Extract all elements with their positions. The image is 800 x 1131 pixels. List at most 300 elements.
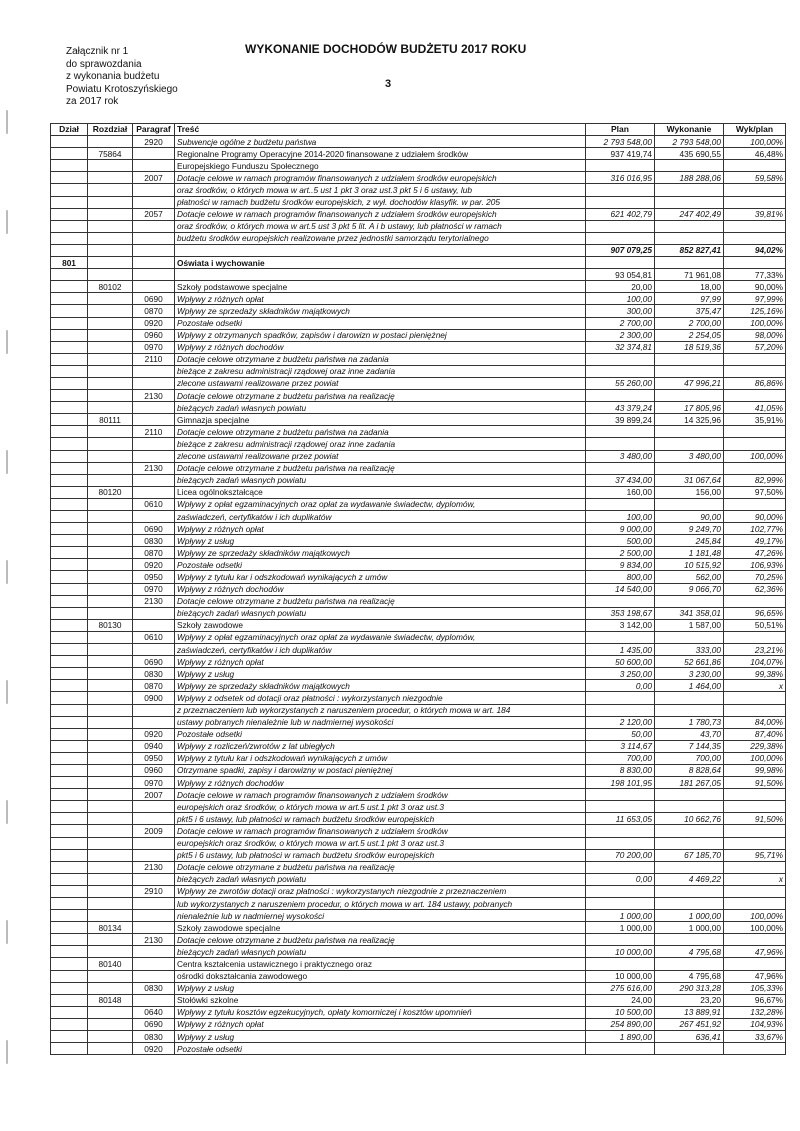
budget-table xyxy=(50,123,786,1055)
cell-dzial xyxy=(51,946,88,958)
cell-rozdzial: 80120 xyxy=(88,486,133,498)
cell-plan xyxy=(586,220,655,232)
cell-wyk-plan: 86,86% xyxy=(724,377,786,389)
table-row xyxy=(51,281,786,293)
cell-wyk-plan xyxy=(724,837,786,849)
table-row xyxy=(51,958,786,970)
cell-wyk-plan xyxy=(724,220,786,232)
cell-wykonanie xyxy=(655,220,724,232)
table-row xyxy=(51,910,786,922)
table-row xyxy=(51,486,786,498)
cell-dzial xyxy=(51,619,88,631)
cell-paragraf xyxy=(133,873,175,885)
cell-rozdzial xyxy=(88,426,133,438)
table-row xyxy=(51,341,786,353)
cell-rozdzial xyxy=(88,474,133,486)
header-dzial: Dział xyxy=(51,124,88,136)
cell-tresc: Oświata i wychowanie xyxy=(175,257,586,269)
cell-wykonanie xyxy=(655,861,724,873)
note-line: Powiatu Krotoszyńskiego xyxy=(66,83,178,95)
cell-plan: 500,00 xyxy=(586,535,655,547)
cell-paragraf xyxy=(133,257,175,269)
cell-paragraf: 2910 xyxy=(133,885,175,897)
cell-paragraf xyxy=(133,946,175,958)
cell-paragraf xyxy=(133,414,175,426)
table-row xyxy=(51,559,786,571)
cell-wykonanie xyxy=(655,595,724,607)
table-row xyxy=(51,631,786,643)
cell-wyk-plan: 100,00% xyxy=(724,317,786,329)
cell-plan: 3 480,00 xyxy=(586,450,655,462)
cell-dzial xyxy=(51,801,88,813)
cell-tresc: pkt5 i 6 ustawy, lub płatności w ramach budżetu środków europejskich xyxy=(175,813,586,825)
table-row xyxy=(51,462,786,474)
cell-paragraf: 0690 xyxy=(133,293,175,305)
cell-wykonanie: 17 805,96 xyxy=(655,402,724,414)
cell-tresc: Regionalne Programy Operacyjne 2014-2020 finansowane z udziałem środków xyxy=(175,148,586,160)
cell-tresc: zlecone ustawami realizowane przez powiat xyxy=(175,377,586,389)
cell-rozdzial: 80102 xyxy=(88,281,133,293)
cell-paragraf: 0870 xyxy=(133,680,175,692)
cell-tresc: Dotacje celowe w ramach programów finansowanych z udziałem środków europejskich xyxy=(175,208,586,220)
cell-rozdzial xyxy=(88,1006,133,1018)
cell-paragraf xyxy=(133,232,175,244)
table-row xyxy=(51,208,786,220)
cell-wyk-plan: 100,00% xyxy=(724,450,786,462)
cell-paragraf: 2130 xyxy=(133,934,175,946)
table-row xyxy=(51,692,786,704)
table-row xyxy=(51,136,786,148)
cell-rozdzial: 80134 xyxy=(88,922,133,934)
cell-paragraf: 2110 xyxy=(133,353,175,365)
cell-rozdzial xyxy=(88,257,133,269)
cell-tresc: Dotacje celowe w ramach programów finansowanych z udziałem środków europejskich xyxy=(175,172,586,184)
cell-rozdzial xyxy=(88,644,133,656)
cell-rozdzial xyxy=(88,438,133,450)
cell-rozdzial xyxy=(88,559,133,571)
cell-plan: 2 500,00 xyxy=(586,547,655,559)
cell-wykonanie xyxy=(655,353,724,365)
cell-plan: 1 435,00 xyxy=(586,644,655,656)
cell-wykonanie: 341 358,01 xyxy=(655,607,724,619)
cell-wykonanie xyxy=(655,257,724,269)
cell-dzial xyxy=(51,607,88,619)
cell-paragraf xyxy=(133,196,175,208)
table-row xyxy=(51,511,786,523)
cell-dzial xyxy=(51,329,88,341)
cell-rozdzial xyxy=(88,317,133,329)
table-row xyxy=(51,244,786,256)
cell-wykonanie: 10 515,92 xyxy=(655,559,724,571)
cell-wykonanie: 67 185,70 xyxy=(655,849,724,861)
table-body xyxy=(51,136,786,1055)
cell-paragraf: 0830 xyxy=(133,668,175,680)
cell-plan: 1 000,00 xyxy=(586,910,655,922)
cell-paragraf xyxy=(133,402,175,414)
table-row xyxy=(51,571,786,583)
table-row xyxy=(51,837,786,849)
cell-rozdzial xyxy=(88,365,133,377)
cell-wyk-plan xyxy=(724,426,786,438)
cell-tresc: Wpływy ze sprzedaży składników majątkowych xyxy=(175,547,586,559)
cell-rozdzial xyxy=(88,160,133,172)
cell-wykonanie xyxy=(655,898,724,910)
cell-wykonanie: 43,70 xyxy=(655,728,724,740)
cell-plan: 43 379,24 xyxy=(586,402,655,414)
cell-rozdzial xyxy=(88,232,133,244)
cell-wyk-plan xyxy=(724,160,786,172)
cell-paragraf: 0610 xyxy=(133,631,175,643)
cell-dzial xyxy=(51,341,88,353)
cell-dzial xyxy=(51,172,88,184)
cell-dzial xyxy=(51,982,88,994)
table-row xyxy=(51,148,786,160)
cell-paragraf xyxy=(133,486,175,498)
cell-plan xyxy=(586,837,655,849)
cell-dzial xyxy=(51,910,88,922)
cell-rozdzial xyxy=(88,220,133,232)
cell-plan: 9 834,00 xyxy=(586,559,655,571)
cell-tresc: Wpływy z różnych opłat xyxy=(175,656,586,668)
binder-holes xyxy=(6,0,12,1131)
cell-rozdzial xyxy=(88,136,133,148)
cell-plan xyxy=(586,898,655,910)
cell-rozdzial xyxy=(88,861,133,873)
cell-paragraf: 2920 xyxy=(133,136,175,148)
cell-tresc: Pozostałe odsetki xyxy=(175,317,586,329)
table-row xyxy=(51,873,786,885)
cell-tresc: Wpływy ze sprzedaży składników majątkowych xyxy=(175,680,586,692)
cell-tresc: Wpływy z usług xyxy=(175,1031,586,1043)
cell-dzial xyxy=(51,426,88,438)
cell-paragraf xyxy=(133,837,175,849)
cell-wyk-plan: 102,77% xyxy=(724,523,786,535)
header-rozdzial: Rozdział xyxy=(88,124,133,136)
cell-tresc: europejskich oraz środków, o których mowa w art.5 ust.1 pkt 3 oraz ust.3 xyxy=(175,801,586,813)
cell-wyk-plan xyxy=(724,353,786,365)
cell-plan: 3 250,00 xyxy=(586,668,655,680)
cell-plan xyxy=(586,1043,655,1055)
cell-wykonanie: 852 827,41 xyxy=(655,244,724,256)
table-row xyxy=(51,934,786,946)
note-line: do sprawozdania xyxy=(66,58,142,70)
cell-plan: 300,00 xyxy=(586,305,655,317)
cell-rozdzial xyxy=(88,825,133,837)
cell-tresc: Dotacje celowe otrzymane z budżetu państwa na zadania xyxy=(175,353,586,365)
cell-wyk-plan xyxy=(724,184,786,196)
cell-rozdzial xyxy=(88,910,133,922)
cell-rozdzial xyxy=(88,764,133,776)
cell-wykonanie xyxy=(655,789,724,801)
cell-dzial xyxy=(51,160,88,172)
cell-wyk-plan: 99,98% xyxy=(724,764,786,776)
cell-wykonanie: 18,00 xyxy=(655,281,724,293)
cell-paragraf xyxy=(133,716,175,728)
cell-tresc: ośrodki dokształcania zawodowego xyxy=(175,970,586,982)
cell-wykonanie: 2 254,05 xyxy=(655,329,724,341)
cell-rozdzial xyxy=(88,752,133,764)
cell-tresc: Wpływy z tytułu kar i odszkodowań wynikających z umów xyxy=(175,571,586,583)
cell-wykonanie: 90,00 xyxy=(655,511,724,523)
cell-wyk-plan: 50,51% xyxy=(724,619,786,631)
cell-tresc: lub wykorzystanych z naruszeniem procedur, o których mowa w art. 184 ustawy, pobranych xyxy=(175,898,586,910)
cell-plan xyxy=(586,692,655,704)
cell-rozdzial: 80148 xyxy=(88,994,133,1006)
cell-wykonanie: 375,47 xyxy=(655,305,724,317)
cell-rozdzial xyxy=(88,269,133,281)
cell-dzial xyxy=(51,293,88,305)
table-row xyxy=(51,704,786,716)
cell-wykonanie: 2 700,00 xyxy=(655,317,724,329)
cell-dzial xyxy=(51,281,88,293)
cell-wyk-plan: 90,00% xyxy=(724,511,786,523)
cell-wykonanie: 562,00 xyxy=(655,571,724,583)
cell-wykonanie: 9 249,70 xyxy=(655,523,724,535)
table-row xyxy=(51,317,786,329)
cell-dzial xyxy=(51,885,88,897)
cell-wyk-plan: 94,02% xyxy=(724,244,786,256)
cell-tresc: Dotacje celowe w ramach programów finansowanych z udziałem środków xyxy=(175,825,586,837)
table-row xyxy=(51,644,786,656)
cell-dzial xyxy=(51,752,88,764)
cell-dzial xyxy=(51,486,88,498)
cell-tresc: Dotacje celowe otrzymane z budżetu państwa na realizację xyxy=(175,934,586,946)
cell-plan: 39 899,24 xyxy=(586,414,655,426)
cell-rozdzial xyxy=(88,982,133,994)
cell-dzial xyxy=(51,1031,88,1043)
table-row xyxy=(51,825,786,837)
cell-tresc: zaświadczeń, certyfikatów i ich duplikatów xyxy=(175,511,586,523)
cell-wyk-plan: 96,67% xyxy=(724,994,786,1006)
page-title: WYKONANIE DOCHODÓW BUDŻETU 2017 ROKU xyxy=(245,42,527,56)
cell-plan: 1 890,00 xyxy=(586,1031,655,1043)
table-row xyxy=(51,801,786,813)
cell-wyk-plan: 98,00% xyxy=(724,329,786,341)
cell-paragraf: 0970 xyxy=(133,777,175,789)
cell-dzial xyxy=(51,523,88,535)
cell-wyk-plan: 35,91% xyxy=(724,414,786,426)
table-row xyxy=(51,414,786,426)
cell-tresc: nienależnie lub w nadmiernej wysokości xyxy=(175,910,586,922)
cell-tresc: oraz środków, o których mowa w art..5 ust 1 pkt 3 oraz ust.3 pkt 5 i 6 ustawy, lub xyxy=(175,184,586,196)
cell-rozdzial: 75864 xyxy=(88,148,133,160)
cell-wykonanie: 1 000,00 xyxy=(655,922,724,934)
cell-plan xyxy=(586,704,655,716)
cell-paragraf: 0920 xyxy=(133,317,175,329)
cell-rozdzial xyxy=(88,898,133,910)
cell-rozdzial xyxy=(88,1043,133,1055)
table-row xyxy=(51,680,786,692)
table-row xyxy=(51,547,786,559)
cell-dzial xyxy=(51,656,88,668)
cell-rozdzial xyxy=(88,595,133,607)
cell-paragraf xyxy=(133,898,175,910)
cell-tresc: Wpływy ze sprzedaży składników majątkowych xyxy=(175,305,586,317)
table-row xyxy=(51,257,786,269)
cell-tresc: Wpływy z różnych opłat xyxy=(175,293,586,305)
cell-rozdzial xyxy=(88,377,133,389)
cell-paragraf: 0690 xyxy=(133,1018,175,1030)
cell-wykonanie: 8 828,64 xyxy=(655,764,724,776)
cell-tresc: Szkoły podstawowe specjalne xyxy=(175,281,586,293)
cell-dzial xyxy=(51,208,88,220)
cell-plan: 3 114,67 xyxy=(586,740,655,752)
cell-dzial xyxy=(51,873,88,885)
cell-plan: 24,00 xyxy=(586,994,655,1006)
cell-plan: 9 000,00 xyxy=(586,523,655,535)
cell-wyk-plan: 41,05% xyxy=(724,402,786,414)
cell-dzial xyxy=(51,595,88,607)
cell-wykonanie: 156,00 xyxy=(655,486,724,498)
cell-tresc: Dotacje celowe otrzymane z budżetu państwa na realizację xyxy=(175,390,586,402)
header-tresc: Treść xyxy=(175,124,586,136)
cell-rozdzial xyxy=(88,547,133,559)
cell-rozdzial: 80140 xyxy=(88,958,133,970)
cell-plan: 50 600,00 xyxy=(586,656,655,668)
cell-plan: 198 101,95 xyxy=(586,777,655,789)
cell-dzial xyxy=(51,462,88,474)
cell-rozdzial xyxy=(88,498,133,510)
cell-wyk-plan: 125,16% xyxy=(724,305,786,317)
cell-tresc: Dotacje celowe otrzymane z budżetu państwa na zadania xyxy=(175,426,586,438)
cell-wykonanie: 1 464,00 xyxy=(655,680,724,692)
cell-wyk-plan xyxy=(724,365,786,377)
cell-plan xyxy=(586,789,655,801)
cell-wykonanie: 1 181,48 xyxy=(655,547,724,559)
cell-paragraf xyxy=(133,922,175,934)
cell-paragraf: 0970 xyxy=(133,583,175,595)
cell-dzial xyxy=(51,716,88,728)
cell-wyk-plan: 47,96% xyxy=(724,970,786,982)
table-row xyxy=(51,656,786,668)
cell-tresc: bieżących zadań własnych powiatu xyxy=(175,607,586,619)
cell-tresc: budżetu środków europejskich realizowane przez jednostki samorządu terytorialnego xyxy=(175,232,586,244)
cell-wyk-plan xyxy=(724,438,786,450)
cell-rozdzial xyxy=(88,813,133,825)
table-row xyxy=(51,426,786,438)
cell-wyk-plan: 100,00% xyxy=(724,910,786,922)
cell-wyk-plan xyxy=(724,390,786,402)
cell-rozdzial xyxy=(88,523,133,535)
cell-wyk-plan: 77,33% xyxy=(724,269,786,281)
cell-dzial xyxy=(51,365,88,377)
cell-plan: 100,00 xyxy=(586,511,655,523)
table-row xyxy=(51,498,786,510)
cell-tresc: Wpływy z usług xyxy=(175,982,586,994)
cell-wykonanie xyxy=(655,160,724,172)
cell-wykonanie xyxy=(655,704,724,716)
cell-paragraf: 2057 xyxy=(133,208,175,220)
table-row xyxy=(51,740,786,752)
cell-dzial xyxy=(51,1006,88,1018)
cell-tresc: Otrzymane spadki, zapisy i darowizny w postaci pieniężnej xyxy=(175,764,586,776)
table-row xyxy=(51,728,786,740)
cell-wykonanie xyxy=(655,462,724,474)
table-header-row xyxy=(51,124,786,136)
cell-plan: 275 616,00 xyxy=(586,982,655,994)
cell-plan xyxy=(586,353,655,365)
cell-plan xyxy=(586,498,655,510)
cell-wykonanie: 267 451,92 xyxy=(655,1018,724,1030)
cell-paragraf: 0920 xyxy=(133,559,175,571)
cell-tresc xyxy=(175,244,586,256)
table-row xyxy=(51,668,786,680)
cell-plan xyxy=(586,196,655,208)
cell-wykonanie: 13 889,91 xyxy=(655,1006,724,1018)
cell-dzial xyxy=(51,644,88,656)
cell-paragraf: 2110 xyxy=(133,426,175,438)
cell-plan: 70 200,00 xyxy=(586,849,655,861)
table-row xyxy=(51,922,786,934)
cell-plan: 10 000,00 xyxy=(586,970,655,982)
cell-plan: 0,00 xyxy=(586,680,655,692)
cell-paragraf: 0960 xyxy=(133,329,175,341)
cell-paragraf: 2130 xyxy=(133,861,175,873)
table-row xyxy=(51,898,786,910)
table-row xyxy=(51,1031,786,1043)
cell-wykonanie xyxy=(655,958,724,970)
cell-dzial xyxy=(51,450,88,462)
cell-dzial xyxy=(51,934,88,946)
note-line: za 2017 rok xyxy=(66,96,119,107)
cell-rozdzial xyxy=(88,293,133,305)
cell-tresc: bieżące z zakresu administracji rządowej oraz inne zadania xyxy=(175,438,586,450)
cell-paragraf xyxy=(133,704,175,716)
cell-wyk-plan: 97,50% xyxy=(724,486,786,498)
cell-rozdzial xyxy=(88,511,133,523)
cell-tresc: Dotacje celowe otrzymane z budżetu państwa na realizację xyxy=(175,595,586,607)
cell-rozdzial xyxy=(88,970,133,982)
cell-plan: 14 540,00 xyxy=(586,583,655,595)
cell-wyk-plan: 82,99% xyxy=(724,474,786,486)
cell-plan xyxy=(586,257,655,269)
cell-tresc: europejskich oraz środków, o których mowa w art.5 ust.1 pkt 3 oraz ust.3 xyxy=(175,837,586,849)
cell-dzial xyxy=(51,728,88,740)
cell-wykonanie: 3 230,00 xyxy=(655,668,724,680)
cell-wyk-plan: 62,36% xyxy=(724,583,786,595)
cell-paragraf: 0690 xyxy=(133,656,175,668)
cell-plan xyxy=(586,438,655,450)
cell-wyk-plan xyxy=(724,498,786,510)
cell-plan: 2 700,00 xyxy=(586,317,655,329)
table-row xyxy=(51,390,786,402)
cell-paragraf: 2007 xyxy=(133,789,175,801)
cell-dzial xyxy=(51,402,88,414)
table-row xyxy=(51,994,786,1006)
table-row xyxy=(51,450,786,462)
cell-dzial xyxy=(51,244,88,256)
cell-paragraf: 0870 xyxy=(133,305,175,317)
cell-dzial xyxy=(51,414,88,426)
cell-dzial xyxy=(51,136,88,148)
cell-plan: 93 054,81 xyxy=(586,269,655,281)
cell-wykonanie xyxy=(655,1043,724,1055)
cell-plan: 55 260,00 xyxy=(586,377,655,389)
cell-dzial xyxy=(51,1043,88,1055)
cell-paragraf xyxy=(133,244,175,256)
cell-wykonanie: 1 780,73 xyxy=(655,716,724,728)
cell-dzial xyxy=(51,849,88,861)
table-row xyxy=(51,535,786,547)
cell-plan xyxy=(586,390,655,402)
cell-plan: 10 000,00 xyxy=(586,946,655,958)
cell-wyk-plan: 229,38% xyxy=(724,740,786,752)
cell-wyk-plan: 105,33% xyxy=(724,982,786,994)
table-row xyxy=(51,619,786,631)
cell-dzial xyxy=(51,547,88,559)
cell-tresc: Pozostałe odsetki xyxy=(175,1043,586,1055)
cell-wykonanie: 1 587,00 xyxy=(655,619,724,631)
